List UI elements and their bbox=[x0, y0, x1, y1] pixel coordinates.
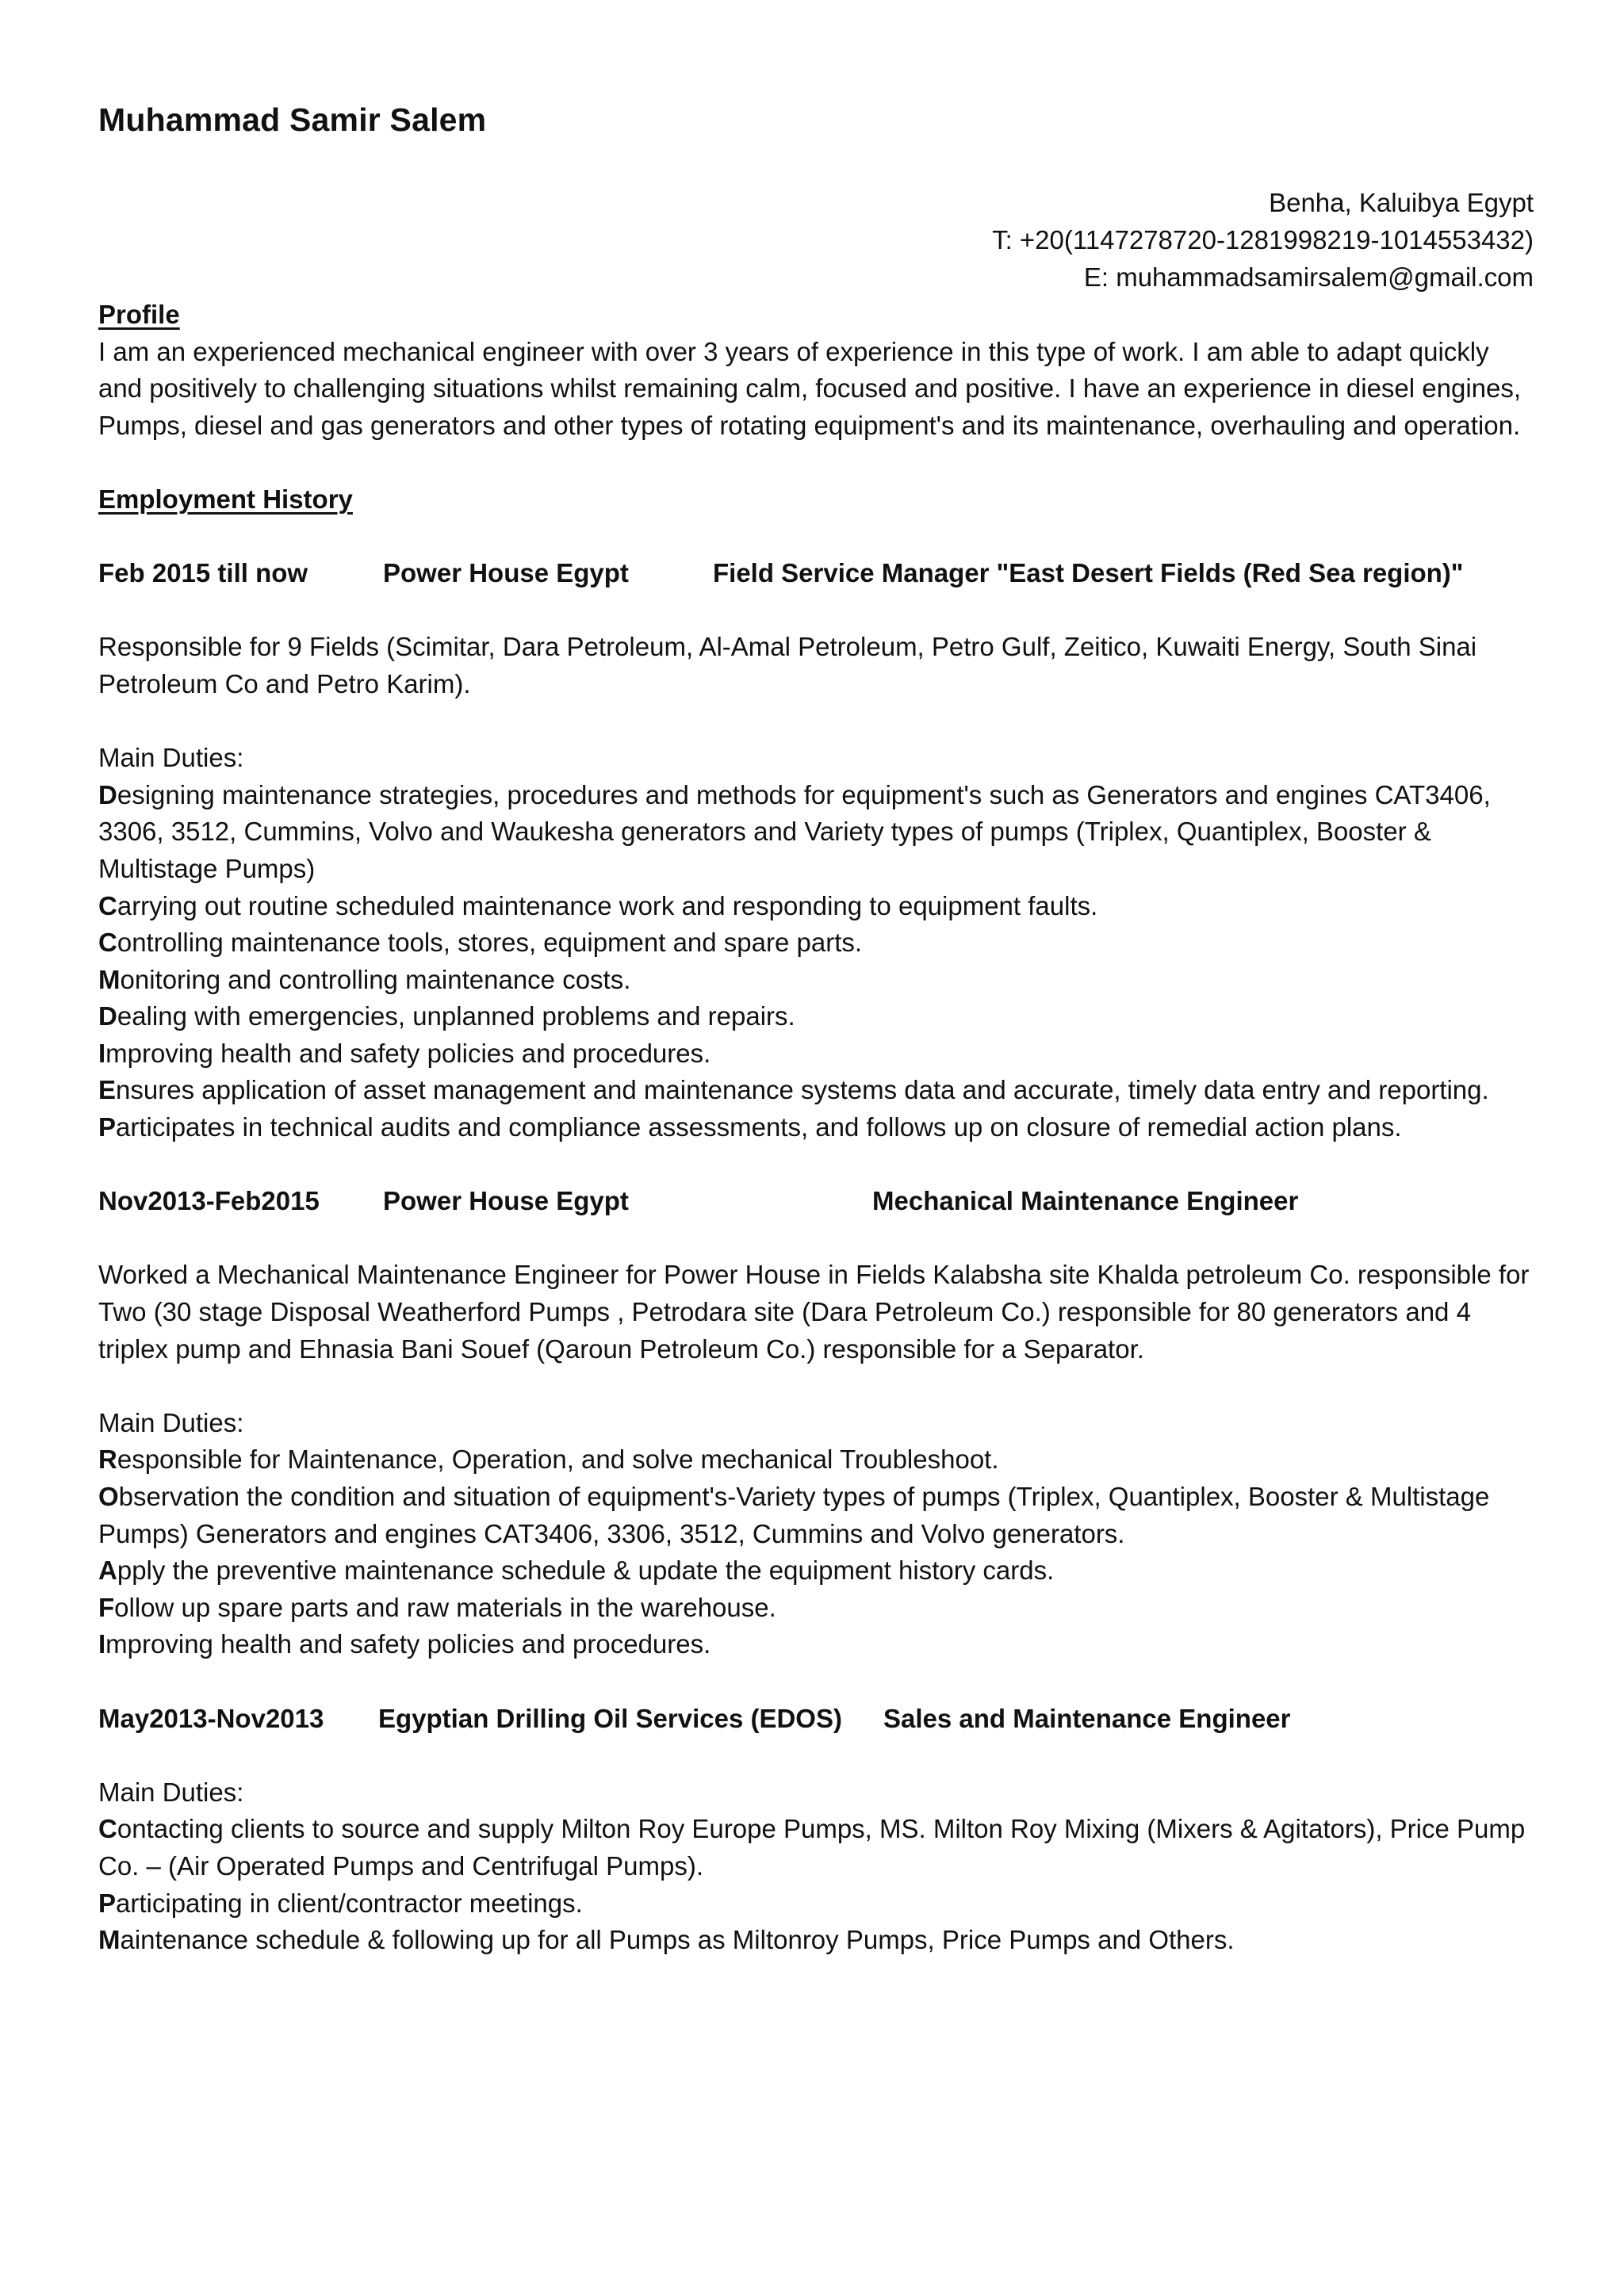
duty-initial: D bbox=[98, 1001, 117, 1031]
job-company: Power House Egypt bbox=[383, 558, 629, 588]
job-title: Mechanical Maintenance Engineer bbox=[872, 1186, 1299, 1216]
contact-phone: T: +20(1147278720-1281998219-1014553432) bbox=[992, 225, 1534, 254]
job-title: Field Service Manager "East Desert Fields (Red Sea region)" bbox=[713, 558, 1464, 588]
duty-initial: I bbox=[98, 1038, 106, 1068]
employment-heading: Employment History bbox=[98, 484, 353, 514]
duty-item bbox=[98, 1811, 1534, 1885]
duty-initial: C bbox=[98, 890, 117, 920]
duty-initial: P bbox=[98, 1888, 117, 1918]
duties-label: Main Duties: bbox=[98, 743, 244, 773]
duty-text: nsures application of asset management and maintenance systems data and accurate, timely data entry and reporting. bbox=[116, 1075, 1489, 1105]
duties-list bbox=[98, 777, 1534, 1146]
duty-initial: D bbox=[98, 779, 117, 809]
contact-email: E: muhammadsamirsalem@gmail.com bbox=[1083, 262, 1534, 292]
job-period: Nov2013-Feb2015 bbox=[98, 1186, 320, 1216]
duty-initial: M bbox=[98, 964, 121, 994]
duty-text: articipates in technical audits and compliance assessments, and follows up on closure of remedial action plans. bbox=[116, 1112, 1402, 1142]
profile-text: I am an experienced mechanical engineer with over 3 years of experience in this type of work. I am able to adapt quickly and positively to challenging situations whilst remaining calm, focused and positive. I have an experience in diesel engines, Pumps, diesel and gas generators and other types of rotating equipment's and its maintenance, overhauling and operation. bbox=[98, 336, 1522, 440]
duty-item bbox=[98, 1441, 1534, 1479]
duty-initial: A bbox=[98, 1556, 117, 1586]
duty-text: articipating in client/contractor meetings. bbox=[116, 1888, 583, 1918]
duty-item bbox=[98, 962, 1534, 999]
duty-initial: E bbox=[98, 1075, 117, 1105]
duties-list bbox=[98, 1811, 1534, 1958]
candidate-name: Muhammad Samir Salem bbox=[98, 101, 487, 138]
duty-item bbox=[98, 1626, 1534, 1663]
duty-initial: C bbox=[98, 1814, 117, 1844]
duties-label: Main Duties: bbox=[98, 1777, 244, 1807]
duty-text: ontacting clients to source and supply Milton Roy Europe Pumps, MS. Milton Roy Mixing (Mixers & Agitators), Price Pump Co. – (Air Operated Pumps and Centrifugal Pumps). bbox=[98, 1814, 1526, 1881]
duty-item bbox=[98, 1922, 1534, 1959]
profile-heading: Profile bbox=[98, 300, 180, 329]
duty-item bbox=[98, 1072, 1534, 1109]
duty-initial: M bbox=[98, 1925, 121, 1955]
duty-initial: C bbox=[98, 928, 117, 958]
job-company: Power House Egypt bbox=[383, 1186, 629, 1216]
duty-initial: F bbox=[98, 1592, 115, 1622]
duty-text: mproving health and safety policies and procedures. bbox=[105, 1629, 711, 1659]
duty-item bbox=[98, 1035, 1534, 1073]
job-description: Worked a Mechanical Maintenance Engineer for Power House in Fields Kalabsha site Khalda petroleum Co. responsible for Two (30 stage Disposal Weatherford Pumps , Petrodara site (Dara Petroleum Co.) responsible for 80 generators and 4 triplex pump and Ehnasia Bani Souef (Qaroun Petroleum Co.) responsible for a Separator. bbox=[98, 1260, 1530, 1364]
duty-item bbox=[98, 924, 1534, 962]
contact-address: Benha, Kaluibya Egypt bbox=[1269, 188, 1534, 217]
duty-initial: R bbox=[98, 1445, 117, 1475]
duty-text: ollow up spare parts and raw materials in the warehouse. bbox=[114, 1592, 776, 1622]
duty-initial: O bbox=[98, 1482, 119, 1511]
duty-text: mproving health and safety policies and procedures. bbox=[105, 1038, 711, 1068]
job-description: Responsible for 9 Fields (Scimitar, Dara Petroleum, Al-Amal Petroleum, Petro Gulf, Zeitico, Kuwaiti Energy, South Sinai Petroleum Co and Petro Karim). bbox=[98, 632, 1477, 698]
job-header bbox=[98, 1701, 1534, 1738]
contact-block bbox=[423, 184, 1534, 296]
duty-text: pply the preventive maintenance schedule & update the equipment history cards. bbox=[117, 1556, 1055, 1586]
duty-text: bservation the condition and situation of equipment's-Variety types of pumps (Triplex, Quantiplex, Booster & Multistage Pumps) Generators and engines CAT3406, 3306, 3512, Cummins and Volvo generators. bbox=[98, 1482, 1490, 1548]
job-period: May2013-Nov2013 bbox=[98, 1703, 324, 1733]
duty-item bbox=[98, 777, 1534, 888]
duties-label: Main Duties: bbox=[98, 1407, 244, 1437]
duty-text: arrying out routine scheduled maintenance work and responding to equipment faults. bbox=[117, 890, 1098, 920]
duty-initial: P bbox=[98, 1112, 117, 1142]
duty-item bbox=[98, 1590, 1534, 1627]
duty-text: esigning maintenance strategies, procedures and methods for equipment's such as Generators and engines CAT3406, 3306, 3512, Cummins, Volvo and Waukesha generators and Variety types of pumps (Triplex, Quantiplex, Booster & Multistage Pumps) bbox=[98, 779, 1491, 883]
duty-item bbox=[98, 888, 1534, 925]
duties-list bbox=[98, 1441, 1534, 1663]
job-company: Egyptian Drilling Oil Services (EDOS) bbox=[378, 1703, 842, 1733]
duty-text: onitoring and controlling maintenance costs. bbox=[120, 964, 631, 994]
resume-body bbox=[98, 297, 1534, 1959]
duty-text: esponsible for Maintenance, Operation, and solve mechanical Troubleshoot. bbox=[117, 1445, 999, 1475]
duty-item bbox=[98, 1552, 1534, 1590]
job-title: Sales and Maintenance Engineer bbox=[883, 1703, 1291, 1733]
job-header bbox=[98, 555, 1534, 592]
duty-item bbox=[98, 998, 1534, 1035]
job-header bbox=[98, 1183, 1534, 1220]
duty-item bbox=[98, 1885, 1534, 1923]
duty-text: ontrolling maintenance tools, stores, equipment and spare parts. bbox=[117, 928, 863, 958]
duty-text: ealing with emergencies, unplanned problems and repairs. bbox=[117, 1001, 795, 1031]
duty-initial: I bbox=[98, 1629, 106, 1659]
duty-item bbox=[98, 1479, 1534, 1552]
duty-item bbox=[98, 1109, 1534, 1146]
duty-text: aintenance schedule & following up for all Pumps as Miltonroy Pumps, Price Pumps and Others. bbox=[120, 1925, 1235, 1955]
job-period: Feb 2015 till now bbox=[98, 558, 308, 588]
